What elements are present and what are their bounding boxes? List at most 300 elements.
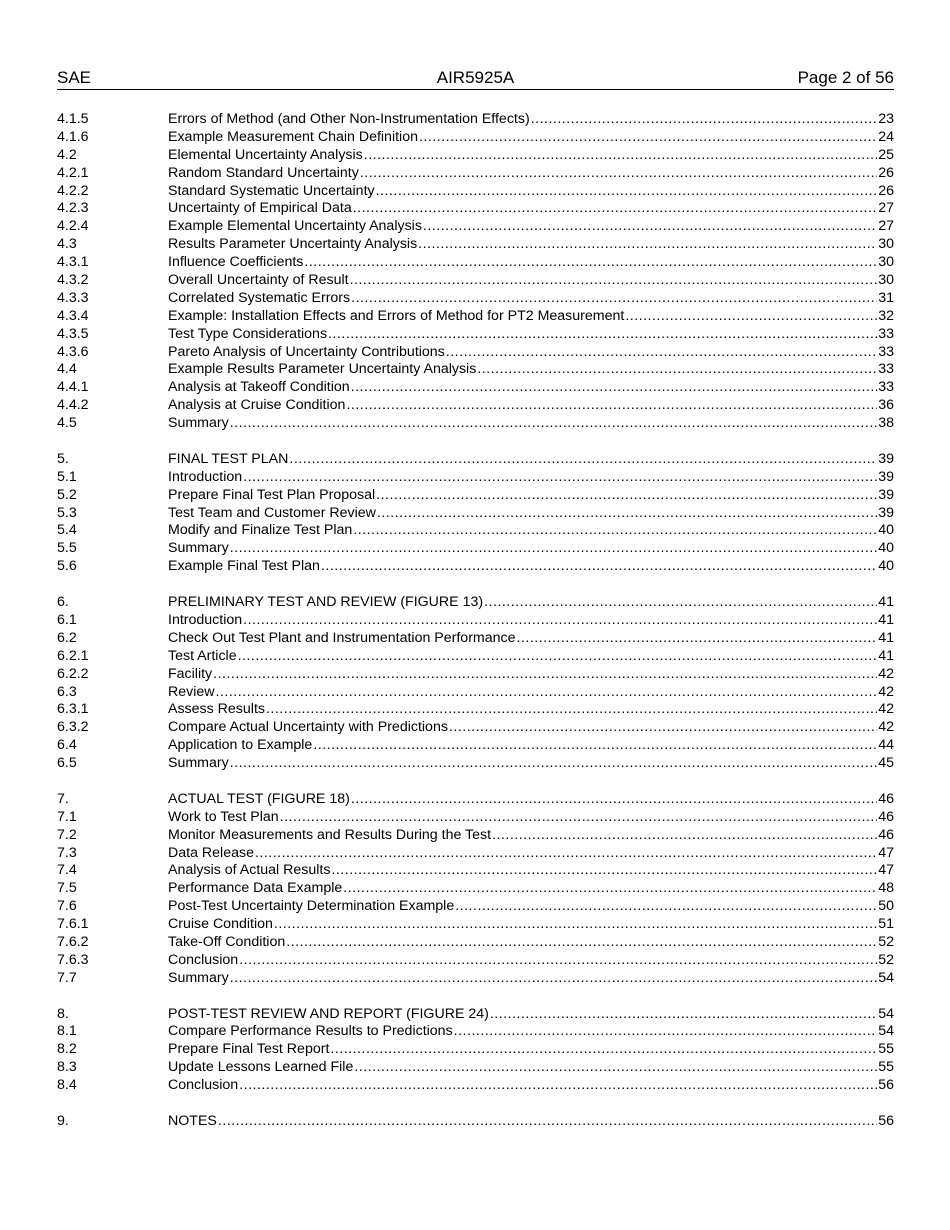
- toc-dot-leader: [350, 272, 878, 290]
- toc-entry[interactable]: [57, 666, 894, 684]
- toc-section-title: PRELIMINARY TEST AND REVIEW (FIGURE 13): [168, 594, 484, 611]
- toc-entry-body: [168, 254, 894, 272]
- toc-entry[interactable]: [57, 827, 894, 845]
- toc-section-title: Prepare Final Test Report: [168, 1041, 330, 1058]
- toc-page-number: 39: [878, 486, 894, 503]
- toc-section-number: 8.1: [57, 1023, 77, 1040]
- toc-section-number: 4.3.6: [57, 343, 89, 360]
- toc-dot-leader: [243, 469, 877, 487]
- toc-section-title: Post-Test Uncertainty Determination Example: [168, 898, 455, 915]
- toc-section-number: 7.6.3: [57, 951, 89, 968]
- toc-entry[interactable]: [57, 880, 894, 898]
- toc-entry-body: [168, 934, 894, 952]
- toc-entry-body: [168, 308, 894, 326]
- toc-entry-body: [168, 344, 894, 362]
- toc-entry[interactable]: [57, 326, 894, 344]
- toc-entry[interactable]: [57, 397, 894, 415]
- toc-section-title: Prepare Final Test Plan Proposal: [168, 486, 376, 503]
- toc-entry-body: [168, 200, 894, 218]
- toc-entry[interactable]: [57, 183, 894, 201]
- toc-entry-body: [168, 594, 894, 612]
- toc-section-title: Summary: [168, 755, 229, 772]
- toc-section-title: ACTUAL TEST (FIGURE 18): [168, 790, 350, 807]
- toc-section-title: Cruise Condition: [168, 916, 273, 933]
- toc-entry-body: [168, 272, 894, 290]
- toc-entry[interactable]: [57, 862, 894, 880]
- header-page-number: Page 2 of 56: [797, 68, 894, 87]
- page-header: [57, 67, 894, 90]
- toc-dot-leader: [213, 666, 877, 684]
- toc-dot-leader: [304, 254, 877, 272]
- toc-dot-leader: [492, 827, 877, 845]
- toc-entry-body: [168, 1006, 894, 1024]
- toc-entry[interactable]: [57, 1006, 894, 1024]
- toc-section-title: Example Final Test Plan: [168, 558, 320, 575]
- toc-dot-leader: [216, 684, 878, 702]
- toc-section-title: Random Standard Uncertainty: [168, 164, 359, 181]
- toc-section-number: 4.1.6: [57, 128, 89, 145]
- toc-entry[interactable]: [57, 361, 894, 379]
- toc-section-title: Update Lessons Learned File: [168, 1059, 354, 1076]
- toc-entry[interactable]: [57, 558, 894, 576]
- toc-entry[interactable]: [57, 254, 894, 272]
- toc-dot-leader: [239, 1077, 877, 1095]
- toc-entry-body: [168, 1113, 894, 1131]
- toc-section-number: 4.4: [57, 361, 77, 378]
- toc-section-number: 7.7: [57, 969, 77, 986]
- toc-entry-body: [168, 880, 894, 898]
- toc-page-number: 27: [878, 218, 894, 235]
- toc-section-title: Analysis of Actual Results: [168, 862, 331, 879]
- toc-dot-leader: [625, 308, 877, 326]
- toc-section-title: Example Results Parameter Uncertainty Analysis: [168, 361, 477, 378]
- toc-entry-body: [168, 1023, 894, 1041]
- toc-section-title: Conclusion: [168, 951, 239, 968]
- toc-entry[interactable]: [57, 791, 894, 809]
- toc-dot-leader: [346, 397, 877, 415]
- toc-page-number: 47: [878, 862, 894, 879]
- toc-entry[interactable]: [57, 952, 894, 970]
- toc-entry-body: [168, 684, 894, 702]
- toc-page-number: 52: [878, 933, 894, 950]
- toc-page-number: 46: [878, 826, 894, 843]
- toc-entry[interactable]: [57, 970, 894, 988]
- toc-entry[interactable]: [57, 379, 894, 397]
- toc-page-number: 42: [878, 683, 894, 700]
- toc-section-title: Compare Performance Results to Predictions: [168, 1023, 453, 1040]
- toc-entry-body: [168, 952, 894, 970]
- toc-dot-leader: [517, 630, 878, 648]
- toc-entry-body: [168, 236, 894, 254]
- toc-section-title: Assess Results: [168, 701, 265, 718]
- toc-section-number: 6.4: [57, 737, 77, 754]
- toc-entry-body: [168, 737, 894, 755]
- toc-section-number: 5.3: [57, 504, 77, 521]
- toc-entry-body: [168, 970, 894, 988]
- toc-section-title: Conclusion: [168, 1077, 239, 1094]
- toc-entry-body: [168, 791, 894, 809]
- toc-dot-leader: [230, 755, 878, 773]
- toc-section-title: Standard Systematic Uncertainty: [168, 182, 375, 199]
- toc-section-title: FINAL TEST PLAN: [168, 450, 289, 467]
- toc-section-title: Test Type Considerations: [168, 325, 328, 342]
- toc-dot-leader: [364, 147, 877, 165]
- toc-entry-body: [168, 540, 894, 558]
- toc-page-number: 31: [878, 289, 894, 306]
- toc-entry[interactable]: [57, 1077, 894, 1095]
- toc-section-title: Influence Coefficients: [168, 254, 304, 271]
- table-of-contents: [57, 111, 894, 1131]
- toc-page-number: 41: [878, 594, 894, 611]
- toc-page-number: 39: [878, 504, 894, 521]
- toc-section-number: 5.2: [57, 486, 77, 503]
- toc-section-title: NOTES: [168, 1112, 217, 1129]
- toc-dot-leader: [230, 970, 878, 988]
- toc-section-title: Elemental Uncertainty Analysis: [168, 146, 363, 163]
- toc-section-number: 8.4: [57, 1077, 77, 1094]
- toc-entry-body: [168, 379, 894, 397]
- toc-dot-leader: [218, 1113, 877, 1131]
- toc-entry[interactable]: [57, 469, 894, 487]
- toc-section-number: 7.: [57, 790, 69, 807]
- toc-entry[interactable]: [57, 648, 894, 666]
- toc-entry[interactable]: [57, 505, 894, 523]
- toc-entry-body: [168, 290, 894, 308]
- toc-section-title: Data Release: [168, 844, 254, 861]
- toc-page-number: 41: [878, 629, 894, 646]
- toc-entry-body: [168, 862, 894, 880]
- toc-entry-body: [168, 505, 894, 523]
- toc-entry-body: [168, 469, 894, 487]
- toc-page-number: 23: [878, 111, 894, 127]
- toc-entry[interactable]: [57, 487, 894, 505]
- toc-page-number: 27: [878, 200, 894, 217]
- toc-section-number: 7.5: [57, 880, 77, 897]
- toc-dot-leader: [313, 737, 877, 755]
- toc-entry[interactable]: [57, 1023, 894, 1041]
- toc-dot-leader: [449, 719, 877, 737]
- toc-page-number: 56: [878, 1112, 894, 1129]
- toc-page-number: 45: [878, 755, 894, 772]
- toc-entry[interactable]: [57, 200, 894, 218]
- toc-dot-leader: [353, 200, 878, 218]
- toc-entry-body: [168, 1041, 894, 1059]
- toc-section-number: 4.3.2: [57, 272, 89, 289]
- toc-entry[interactable]: [57, 1113, 894, 1131]
- toc-entry-body: [168, 218, 894, 236]
- toc-section-number: 4.2.4: [57, 218, 89, 235]
- toc-dot-leader: [331, 862, 877, 880]
- toc-dot-leader: [531, 111, 878, 129]
- toc-dot-leader: [455, 898, 877, 916]
- toc-entry-body: [168, 451, 894, 469]
- toc-page-number: 42: [878, 665, 894, 682]
- toc-page-number: 39: [878, 450, 894, 467]
- toc-dot-leader: [377, 505, 877, 523]
- toc-section-number: 6.2.1: [57, 647, 89, 664]
- toc-section-number: 5.1: [57, 468, 77, 485]
- toc-dot-leader: [376, 487, 877, 505]
- toc-page-number: 38: [878, 415, 894, 432]
- toc-entry-body: [168, 1077, 894, 1095]
- toc-section-title: Example Measurement Chain Definition: [168, 128, 418, 145]
- toc-section-number: 4.2.1: [57, 164, 89, 181]
- toc-page-number: 26: [878, 182, 894, 199]
- toc-entry[interactable]: [57, 809, 894, 827]
- toc-page-number: 24: [878, 128, 894, 145]
- toc-section-number: 5.: [57, 450, 69, 467]
- toc-entry[interactable]: [57, 236, 894, 254]
- toc-dot-leader: [330, 1041, 877, 1059]
- toc-section-title: Errors of Method (and Other Non-Instrumentation Effects): [168, 111, 530, 127]
- toc-entry-body: [168, 129, 894, 147]
- toc-entry[interactable]: [57, 344, 894, 362]
- toc-entry[interactable]: [57, 916, 894, 934]
- toc-section-title: Correlated Systematic Errors: [168, 289, 351, 306]
- toc-section-number: 7.3: [57, 844, 77, 861]
- toc-entry-body: [168, 183, 894, 201]
- toc-section-title: Example: Installation Effects and Errors of Method for PT2 Measurement: [168, 307, 625, 324]
- toc-section-title: Review: [168, 683, 215, 700]
- toc-entry[interactable]: [57, 111, 894, 129]
- toc-page-number: 54: [878, 1005, 894, 1022]
- toc-page-number: 33: [878, 379, 894, 396]
- toc-section-number: 6.1: [57, 611, 77, 628]
- toc-section-title: Overall Uncertainty of Result: [168, 272, 349, 289]
- toc-dot-leader: [484, 594, 877, 612]
- toc-section-title: Modify and Finalize Test Plan: [168, 522, 353, 539]
- toc-entry[interactable]: [57, 612, 894, 630]
- toc-dot-leader: [351, 290, 877, 308]
- toc-entry[interactable]: [57, 308, 894, 326]
- toc-section-number: 8.: [57, 1005, 69, 1022]
- toc-dot-leader: [286, 934, 877, 952]
- toc-entry[interactable]: [57, 737, 894, 755]
- toc-page-number: 54: [878, 1023, 894, 1040]
- toc-section-number: 4.2.3: [57, 200, 89, 217]
- toc-section-number: 4.4.1: [57, 379, 89, 396]
- toc-page-number: 55: [878, 1041, 894, 1058]
- toc-section-title: Application to Example: [168, 737, 313, 754]
- toc-page-number: 51: [878, 916, 894, 933]
- toc-page-number: 47: [878, 844, 894, 861]
- toc-entry[interactable]: [57, 129, 894, 147]
- toc-section-title: Uncertainty of Empirical Data: [168, 200, 352, 217]
- toc-entry-body: [168, 809, 894, 827]
- toc-section-title: Take-Off Condition: [168, 933, 286, 950]
- toc-section-title: Monitor Measurements and Results During the Test: [168, 826, 492, 843]
- toc-page-number: 26: [878, 164, 894, 181]
- toc-entry-body: [168, 361, 894, 379]
- toc-section-number: 4.1.5: [57, 111, 89, 127]
- toc-entry-body: [168, 397, 894, 415]
- toc-section-title: Introduction: [168, 468, 243, 485]
- toc-entry-body: [168, 147, 894, 165]
- toc-entry[interactable]: [57, 218, 894, 236]
- toc-entry-body: [168, 630, 894, 648]
- toc-dot-leader: [230, 415, 878, 433]
- toc-page-number: 52: [878, 951, 894, 968]
- toc-dot-leader: [446, 344, 877, 362]
- toc-page-number: 48: [878, 880, 894, 897]
- toc-dot-leader: [230, 540, 878, 558]
- toc-entry[interactable]: [57, 272, 894, 290]
- toc-section-number: 6.2: [57, 629, 77, 646]
- toc-section-title: Example Elemental Uncertainty Analysis: [168, 218, 422, 235]
- toc-entry[interactable]: [57, 1059, 894, 1077]
- toc-section-number: 4.3.5: [57, 325, 89, 342]
- toc-page-number: 33: [878, 361, 894, 378]
- toc-dot-leader: [418, 236, 877, 254]
- toc-section-title: Compare Actual Uncertainty with Predictions: [168, 719, 448, 736]
- toc-dot-leader: [239, 952, 877, 970]
- toc-entry[interactable]: [57, 165, 894, 183]
- toc-entry[interactable]: [57, 701, 894, 719]
- header-org: SAE: [57, 68, 92, 87]
- toc-page-number: 33: [878, 325, 894, 342]
- toc-page-number: 55: [878, 1059, 894, 1076]
- toc-dot-leader: [255, 845, 877, 863]
- toc-section-number: 4.3.1: [57, 254, 89, 271]
- toc-dot-leader: [238, 648, 878, 666]
- toc-entry[interactable]: [57, 1041, 894, 1059]
- toc-page-number: 42: [878, 719, 894, 736]
- toc-dot-leader: [351, 379, 878, 397]
- toc-dot-leader: [419, 129, 877, 147]
- toc-dot-leader: [360, 165, 877, 183]
- toc-entry-body: [168, 1059, 894, 1077]
- toc-dot-leader: [243, 612, 877, 630]
- toc-page-number: 25: [878, 146, 894, 163]
- toc-section-title: Introduction: [168, 611, 243, 628]
- toc-page-number: 30: [878, 236, 894, 253]
- toc-entry[interactable]: [57, 898, 894, 916]
- toc-section-number: 6.: [57, 594, 69, 611]
- toc-entry-body: [168, 845, 894, 863]
- header-doc-id: AIR5925A: [436, 68, 515, 87]
- toc-entry[interactable]: [57, 934, 894, 952]
- toc-page-number: 44: [878, 737, 894, 754]
- toc-entry-body: [168, 111, 894, 129]
- toc-section-title: Results Parameter Uncertainty Analysis: [168, 236, 418, 253]
- toc-dot-leader: [328, 326, 877, 344]
- toc-section-title: Performance Data Example: [168, 880, 343, 897]
- toc-section-title: Check Out Test Plant and Instrumentation Performance: [168, 629, 516, 646]
- toc-section-number: 7.2: [57, 826, 77, 843]
- toc-section-number: 5.5: [57, 540, 77, 557]
- toc-page-number: 46: [878, 790, 894, 807]
- toc-page-number: 42: [878, 701, 894, 718]
- toc-section-number: 6.3.2: [57, 719, 89, 736]
- toc-section-title: Summary: [168, 969, 229, 986]
- toc-entry[interactable]: [57, 147, 894, 165]
- toc-page-number: 54: [878, 969, 894, 986]
- toc-entry-body: [168, 898, 894, 916]
- toc-dot-leader: [376, 183, 878, 201]
- toc-entry[interactable]: [57, 684, 894, 702]
- toc-section-number: 7.6.1: [57, 916, 89, 933]
- toc-section-number: 4.4.2: [57, 397, 89, 414]
- toc-entry[interactable]: [57, 594, 894, 612]
- toc-entry-body: [168, 326, 894, 344]
- toc-section-title: POST-TEST REVIEW AND REPORT (FIGURE 24): [168, 1005, 489, 1022]
- toc-entry-body: [168, 558, 894, 576]
- toc-section-number: 7.6.2: [57, 933, 89, 950]
- toc-section-title: Facility: [168, 665, 213, 682]
- toc-entry[interactable]: [57, 755, 894, 773]
- toc-section-number: 5.4: [57, 522, 77, 539]
- toc-entry[interactable]: [57, 630, 894, 648]
- toc-dot-leader: [321, 558, 877, 576]
- toc-section-number: 4.3.4: [57, 307, 89, 324]
- toc-entry[interactable]: [57, 719, 894, 737]
- toc-page-number: 50: [878, 898, 894, 915]
- toc-entry-body: [168, 648, 894, 666]
- toc-page-number: 36: [878, 397, 894, 414]
- toc-entry[interactable]: [57, 290, 894, 308]
- toc-entry-body: [168, 612, 894, 630]
- toc-section-number: 9.: [57, 1112, 69, 1129]
- toc-entry-body: [168, 916, 894, 934]
- toc-entry-body: [168, 165, 894, 183]
- toc-page-number: 33: [878, 343, 894, 360]
- toc-section-number: 4.5: [57, 415, 77, 432]
- toc-dot-leader: [266, 701, 877, 719]
- toc-page-number: 40: [878, 558, 894, 575]
- toc-section-title: Summary: [168, 540, 229, 557]
- toc-entry-body: [168, 487, 894, 505]
- toc-entry-body: [168, 719, 894, 737]
- toc-dot-leader: [351, 791, 877, 809]
- toc-dot-leader: [490, 1006, 877, 1024]
- toc-section-title: Analysis at Takeoff Condition: [168, 379, 350, 396]
- toc-page-number: 30: [878, 272, 894, 289]
- toc-page-number: 32: [878, 307, 894, 324]
- toc-section-number: 4.3.3: [57, 289, 89, 306]
- toc-entry[interactable]: [57, 845, 894, 863]
- toc-entry-body: [168, 755, 894, 773]
- toc-section-title: Summary: [168, 415, 229, 432]
- toc-entry[interactable]: [57, 451, 894, 469]
- toc-entry[interactable]: [57, 540, 894, 558]
- toc-section-number: 6.2.2: [57, 665, 89, 682]
- toc-section-title: Test Article: [168, 647, 237, 664]
- toc-dot-leader: [289, 451, 877, 469]
- toc-section-number: 8.2: [57, 1041, 77, 1058]
- toc-entry-body: [168, 827, 894, 845]
- toc-page-number: 40: [878, 522, 894, 539]
- toc-entry-body: [168, 522, 894, 540]
- toc-entry-body: [168, 666, 894, 684]
- toc-page-number: 39: [878, 468, 894, 485]
- toc-dot-leader: [354, 1059, 877, 1077]
- toc-dot-leader: [423, 218, 877, 236]
- toc-dot-leader: [274, 916, 877, 934]
- toc-section-title: Pareto Analysis of Uncertainty Contributions: [168, 343, 445, 360]
- toc-section-number: 6.3: [57, 683, 77, 700]
- toc-page-number: 41: [878, 611, 894, 628]
- toc-entry-body: [168, 701, 894, 719]
- toc-entry[interactable]: [57, 522, 894, 540]
- toc-dot-leader: [343, 880, 877, 898]
- toc-section-number: 6.3.1: [57, 701, 89, 718]
- toc-page-number: 40: [878, 540, 894, 557]
- toc-entry[interactable]: [57, 415, 894, 433]
- toc-dot-leader: [280, 809, 878, 827]
- toc-page-number: 41: [878, 647, 894, 664]
- toc-section-number: 4.2.2: [57, 182, 89, 199]
- toc-section-number: 4.2: [57, 146, 77, 163]
